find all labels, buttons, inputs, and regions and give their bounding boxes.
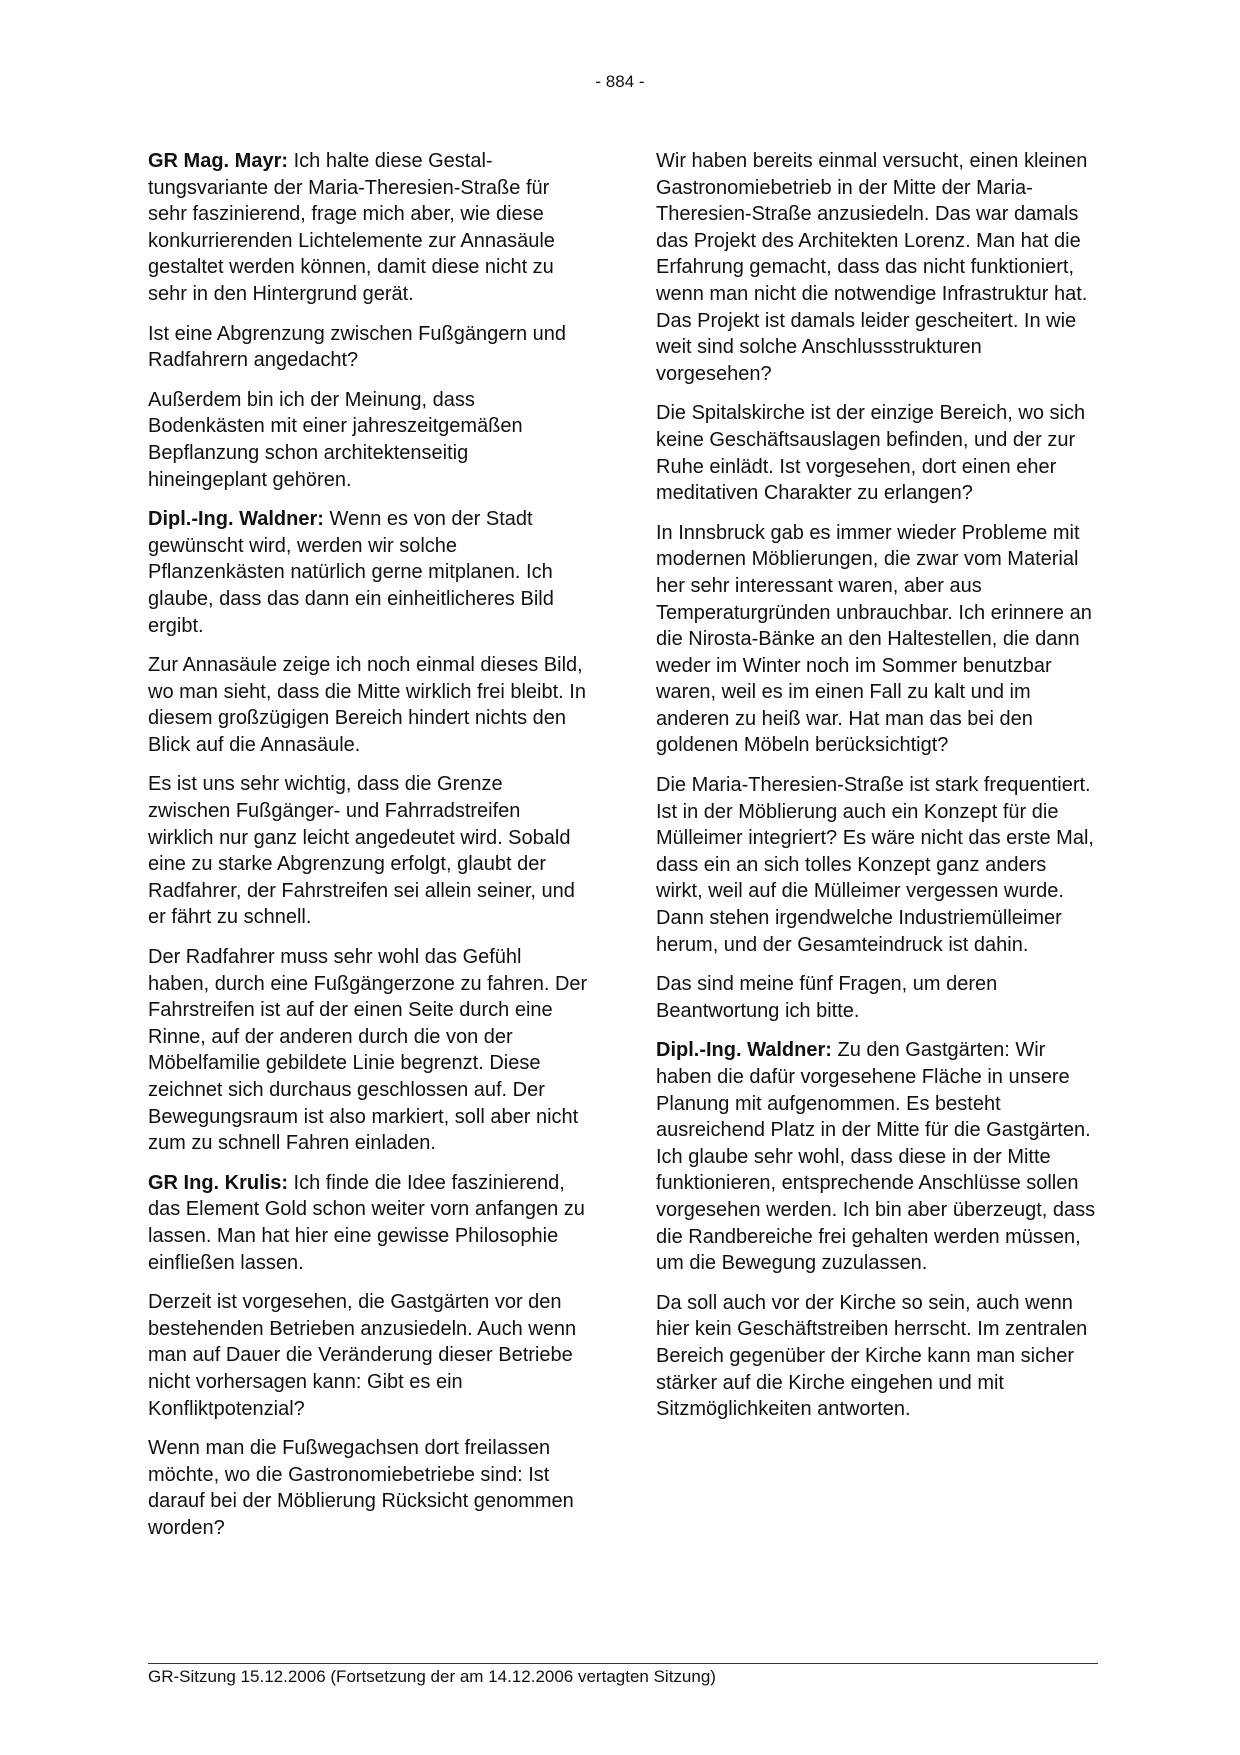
paragraph [148,506,588,639]
paragraph-text: Wir haben bereits einmal versucht, einen kleinen Gastronomiebetrieb in der Mitte der Maria-Theresien-Straße anzusiedeln. Das war damals das Projekt des Architekten Lorenz. Man hat die Erfahrung gemacht, dass das nicht funktioniert, wenn man nicht die notwendige Infrastruktur hat. Das Projekt ist damals leider gescheitert. In wie weit sind solche Anschlussstrukturen vorgesehen? [656,150,1088,385]
paragraph [656,520,1096,759]
speaker-name: Dipl.-Ing. Waldner: [148,508,324,531]
paragraph [656,1037,1096,1276]
paragraph [148,771,588,931]
paragraph-text: Ich halte diese Gestaltungsvariante der Maria-Theresien-Straße für sehr faszinierend, frage mich aber, wie diese konkurrierenden Lichtelemente zur Annasäule gestaltet werden können, damit diese nicht zu sehr in den Hintergrund gerät. [148,150,555,305]
speaker-name: GR Mag. Mayr: [148,150,289,172]
paragraph-text: Zu den Gastgärten: Wir haben die dafür vorgesehene Fläche in unsere Planung mit aufgenommen. Es besteht ausreichend Platz in der Mitte für die Gastgärten. Ich glaube sehr wohl, dass diese in der Mitte funktionieren, entsprechende Anschlüsse sollen vorgesehen werden. Ich bin aber überzeugt, dass die Randbereiche frei gehalten werden müssen, um die Bewegung zuzulassen. [656,1039,1096,1275]
paragraph [148,148,588,308]
right-column [656,148,1096,1436]
paragraph [656,1290,1096,1423]
paragraph [656,971,1096,1024]
paragraph-text: Das sind meine fünf Fragen, um deren Beantwortung ich bitte. [656,973,998,1022]
left-column [148,148,588,1555]
footer-text: GR-Sitzung 15.12.2006 (Fortsetzung der am 14.12.2006 vertagten Sitzung) [148,1667,716,1686]
paragraph [148,1170,588,1276]
paragraph-text: Derzeit ist vorgesehen, die Gastgärten vor den bestehenden Betrieben anzusiedeln. Auch wenn man auf Dauer die Veränderung dieser Betriebe nicht vorhersagen kann: Gibt es ein Konfliktpotenzial? [148,1291,577,1420]
footer-rule [148,1663,1098,1664]
paragraph [148,944,588,1157]
paragraph-text: Die Maria-Theresien-Straße ist stark frequentiert. Ist in der Möblierung auch ein Konzept für die Mülleimer integriert? Es wäre nicht das erste Mal, dass ein an sich tolles Konzept ganz anders wirkt, weil auf die Mülleimer vergessen wurde. Dann stehen irgendwelche Industriemülleimer herum, und der Gesamteindruck ist dahin. [656,774,1094,956]
speaker-name: GR Ing. Krulis: [148,1171,288,1194]
paragraph [148,321,588,374]
paragraph-text: Wenn man die Fußwegachsen dort freilassen möchte, wo die Gastronomiebetriebe sind: Ist darauf bei der Möblierung Rücksicht genommen worden? [148,1437,574,1539]
paragraph-text: Es ist uns sehr wichtig, dass die Grenze zwischen Fußgänger- und Fahrradstreifen wirklich nur ganz leicht angedeutet wird. Sobald eine zu starke Abgrenzung erfolgt, glaubt der Radfahrer, der Fahrstreifen sei allein seiner, und er fährt zu schnell. [148,773,575,929]
paragraph-text: Der Radfahrer muss sehr wohl das Gefühl haben, durch eine Fußgängerzone zu fahren. Der Fahrstreifen ist auf der einen Seite durch eine Rinne, auf der anderen durch die von der Möbelfamilie gebildete Linie begrenzt. Diese zeichnet sich durchaus geschlossen auf. Der Bewegungsraum ist also markiert, soll aber nicht zum zu schnell Fahren einladen. [148,946,588,1155]
paragraph-text: Ist eine Abgrenzung zwischen Fußgängern und Radfahrern angedacht? [148,322,567,372]
paragraph [148,387,588,493]
paragraph [148,652,588,758]
speaker-name: Dipl.-Ing. Waldner: [656,1039,832,1062]
paragraph-text: Die Spitalskirche ist der einzige Bereich, wo sich keine Geschäftsauslagen befinden, und der zur Ruhe einlädt. Ist vorgesehen, dort einen eher meditativen Charakter zu erlangen? [656,402,1086,505]
paragraph [148,1435,588,1541]
paragraph-text: Da soll auch vor der Kirche so sein, auch wenn hier kein Geschäftstreiben herrscht. Im zentralen Bereich gegenüber der Kirche kann man sicher stärker auf die Kirche eingehen und mit Sitzmöglichkeiten antworten. [656,1291,1088,1421]
paragraph [656,400,1096,506]
paragraph-text: Wenn es von der Stadt gewünscht wird, werden wir solche Pflanzenkästen natürlich gerne mitplanen. Ich glaube, dass das dann ein einheitlicheres Bild ergibt. [148,508,554,637]
paragraph-text: In Innsbruck gab es immer wieder Probleme mit modernen Möblierungen, die zwar vom Material her sehr interessant waren, aber aus Temperaturgründen unbrauchbar. Ich erinnere an die Nirosta-Bänke an den Haltestellen, die dann weder im Winter noch im Sommer benutzbar waren, weil es im einen Fall zu kalt und im anderen zu heiß war. Hat man das bei den goldenen Möbeln berücksichtigt? [656,521,1092,757]
paragraph-text: Außerdem bin ich der Meinung, dass Bodenkästen mit einer jahreszeitgemäßen Bepflanzung schon architektenseitig hineingeplant gehören. [148,388,523,491]
paragraph [656,772,1096,958]
paragraph [656,148,1096,387]
paragraph-text: Ich finde die Idee faszinierend, das Element Gold schon weiter vorn anfangen zu lassen. Man hat hier eine gewisse Philosophie einfließen lassen. [148,1171,585,1274]
paragraph-text: Zur Annasäule zeige ich noch einmal dieses Bild, wo man sieht, dass die Mitte wirklich frei bleibt. In diesem großzügigen Bereich hindert nichts den Blick auf die Annasäule. [148,654,586,756]
paragraph [148,1289,588,1422]
page-number: - 884 - [595,72,645,91]
